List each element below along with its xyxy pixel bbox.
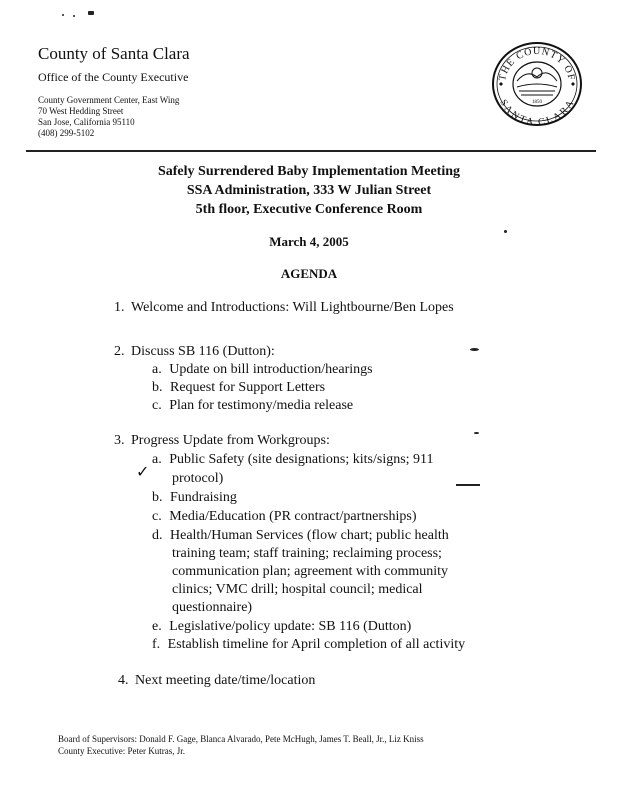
subitem-text: Health/Human Services (flow chart; public health: [170, 528, 449, 543]
subitem-label: b.: [152, 490, 163, 505]
meeting-date: March 4, 2005: [269, 234, 349, 249]
agenda-item: [114, 433, 330, 449]
subitem-text: Fundraising: [170, 490, 237, 505]
item-number: 3.: [114, 433, 125, 448]
subitem-text: Media/Education (PR contract/partnerships): [169, 509, 417, 524]
subitem-label: a.: [152, 362, 162, 377]
agenda-subitem: [152, 452, 434, 468]
item-number: 4.: [118, 673, 129, 688]
office-name: Office of the County Executive: [38, 70, 189, 84]
agenda-subitem: [152, 398, 353, 414]
item-text: Discuss SB 116 (Dutton):: [131, 344, 275, 359]
subitem-continuation: questionnaire): [172, 600, 253, 615]
agenda-subitem: [152, 490, 237, 506]
meeting-title: Safely Surrendered Baby Implementation Meeting: [157, 164, 461, 179]
scan-speck: [474, 432, 479, 434]
scan-speck: [62, 14, 64, 16]
subitem-continuation: clinics; VMC drill; hospital council; medical: [172, 582, 423, 597]
scan-speck: [504, 230, 507, 233]
address-line: 70 West Hedding Street: [38, 106, 124, 116]
item-number: 1.: [114, 300, 125, 315]
county-seal-logo: [491, 41, 583, 127]
subitem-text: Plan for testimony/media release: [169, 398, 354, 413]
address-line: San Jose, California 95110: [38, 117, 135, 127]
scan-speck: [73, 15, 75, 17]
meeting-room: 5th floor, Executive Conference Room: [195, 202, 423, 217]
subitem-text: Update on bill introduction/hearings: [169, 362, 373, 377]
organization-name: County of Santa Clara: [38, 44, 190, 63]
subitem-label: b.: [152, 380, 163, 395]
meeting-location: SSA Administration, 333 W Julian Street: [186, 183, 432, 198]
subitem-text: Request for Support Letters: [170, 380, 326, 395]
agenda-subitem: [152, 619, 411, 635]
subitem-label: e.: [152, 619, 162, 634]
agenda-item: [114, 300, 454, 316]
board-of-supervisors: Board of Supervisors: Donald F. Gage, Blanca Alvarado, Pete McHugh, James T. Beall, Jr., Liz Kniss: [58, 734, 424, 744]
header-divider: [26, 150, 596, 152]
item-text: Progress Update from Workgroups:: [131, 433, 330, 448]
agenda-item: [114, 344, 275, 360]
seal-top-text: THE COUNTY OF: [497, 45, 577, 82]
subitem-continuation: communication plan; agreement with community: [172, 564, 449, 579]
scan-speck: [470, 348, 479, 351]
agenda-subitem: [152, 362, 373, 378]
subitem-text: Legislative/policy update: SB 116 (Dutton): [169, 619, 412, 634]
subitem-label: c.: [152, 509, 162, 524]
subitem-label: a.: [152, 452, 162, 467]
phone-number: (408) 299-5102: [38, 128, 95, 138]
seal-bottom-text: SANTA CLARA: [496, 98, 577, 127]
item-text: Welcome and Introductions: Will Lightbourne/Ben Lopes: [131, 300, 454, 315]
agenda-heading: AGENDA: [280, 266, 338, 281]
agenda-subitem: [152, 380, 325, 396]
seal-year: 1850: [532, 100, 542, 105]
subitem-text: Public Safety (site designations; kits/signs; 911: [169, 452, 434, 467]
scan-speck: [456, 484, 480, 486]
agenda-subitem: [152, 637, 465, 653]
item-number: 2.: [114, 344, 125, 359]
subitem-text: Establish timeline for April completion of all activity: [167, 637, 466, 652]
subitem-label: f.: [152, 637, 161, 652]
address-line: County Government Center, East Wing: [38, 95, 180, 105]
subitem-continuation: protocol): [172, 471, 224, 486]
scan-speck: [88, 11, 94, 15]
agenda-item: [118, 673, 315, 689]
item-text: Next meeting date/time/location: [135, 673, 316, 688]
agenda-subitem: [152, 509, 416, 525]
subitem-label: c.: [152, 398, 162, 413]
handwritten-checkmark: ✓: [136, 464, 150, 481]
agenda-subitem: [152, 528, 449, 544]
county-executive: County Executive: Peter Kutras, Jr.: [58, 746, 185, 756]
subitem-continuation: training team; staff training; reclaiming process;: [172, 546, 442, 561]
subitem-label: d.: [152, 528, 163, 543]
